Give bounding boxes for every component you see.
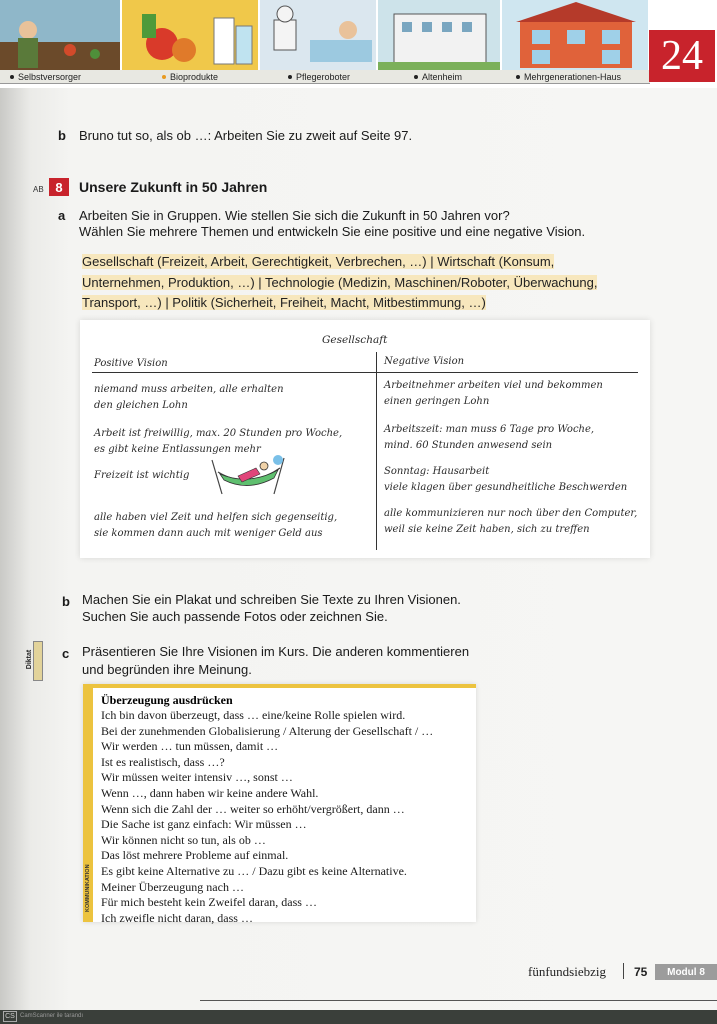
- phrase-item: Wir können nicht so tun, als ob …: [101, 832, 266, 847]
- topic-line: Gesellschaft (Freizeit, Arbeit, Gerechtigkeit, Verbrechen, …) | Wirtschaft (Konsum,: [82, 254, 555, 269]
- phrase-item: Wir werden … tun müssen, damit …: [101, 739, 279, 754]
- vision-table: [80, 320, 650, 558]
- positive-item: den gleichen Lohn: [94, 400, 188, 411]
- caption-item: Selbstversorger: [0, 70, 122, 83]
- positive-header: Positive Vision: [94, 358, 168, 369]
- negative-item: einen geringen Lohn: [384, 396, 490, 407]
- bullet-icon: [162, 75, 166, 79]
- topic-line: Unternehmen, Produktion, …) | Technologie (Medizin, Maschinen/Roboter, Überwachung,: [82, 274, 598, 290]
- phrase-item: Wenn …, dann haben wir keine andere Wahl.: [101, 785, 319, 800]
- phrase-item: Meiner Überzeugung nach …: [101, 879, 244, 894]
- positive-item: niemand muss arbeiten, alle erhalten: [94, 384, 284, 395]
- negative-header: Negative Vision: [384, 356, 465, 367]
- caption-item: Altenheim: [378, 70, 502, 83]
- topic-line: Transport, …) | Politik (Sicherheit, Freiheit, Macht, Mitbestimmung, …): [82, 295, 486, 310]
- caption-item: Mehrgenerationen-Haus: [502, 70, 650, 83]
- lesson-banner: [0, 0, 717, 88]
- phrase-list: [101, 708, 433, 926]
- task-instruction: und begründen ihre Meinung.: [82, 662, 252, 677]
- table-divider: [376, 352, 377, 550]
- modul-badge: Modul 8: [655, 964, 717, 980]
- task-label: c: [62, 646, 70, 661]
- phrase-box-stripe: KOMMUNIKATION: [83, 684, 93, 922]
- camscanner-text: CamScanner ile tarandı: [20, 1013, 84, 1019]
- phrase-item: Ist es realistisch, dass …?: [101, 754, 225, 769]
- task-instruction: Suchen Sie auch passende Fotos oder zeichnen Sie.: [82, 609, 388, 624]
- positive-item: es gibt keine Entlassungen mehr: [94, 444, 261, 455]
- phrase-item: Das löst mehrere Probleme auf einmal.: [101, 848, 289, 863]
- page-number-word: fünfundsiebzig: [528, 964, 606, 979]
- bullet-icon: [414, 75, 418, 79]
- negative-item: weil sie keine Zeit haben, sich zu treffen: [384, 524, 590, 535]
- page-number: 75: [634, 965, 648, 979]
- caption-item: Pflegeroboter: [260, 70, 378, 83]
- task-instruction: Arbeiten Sie in Gruppen. Wie stellen Sie sich die Zukunft in 50 Jahren vor?: [79, 208, 510, 223]
- negative-item: Arbeitszeit: man muss 6 Tage pro Woche,: [384, 424, 595, 435]
- positive-item: Freizeit ist wichtig: [94, 470, 190, 481]
- caption-item: Bioprodukte: [122, 70, 260, 83]
- phrase-box: [83, 684, 476, 925]
- phrase-item: Bei der zunehmenden Globalisierung / Alterung der Gesellschaft / …: [101, 723, 434, 738]
- table-title: Gesellschaft: [322, 334, 388, 346]
- camscanner-badge: CS: [3, 1011, 17, 1022]
- page-bottom-rule: [200, 1000, 717, 1001]
- negative-item: viele klagen über gesundheitliche Beschwerden: [384, 482, 628, 493]
- selbstversorger-illustration: [0, 0, 122, 72]
- task-instruction: Machen Sie ein Plakat und schreiben Sie Texte zu Ihren Visionen.: [82, 592, 461, 607]
- lesson-number-badge: 24: [649, 30, 715, 82]
- workbook-label: AB: [33, 185, 44, 194]
- table-rule: [92, 372, 638, 373]
- exercise-number: 8: [49, 178, 69, 196]
- negative-item: mind. 60 Stunden anwesend sein: [384, 440, 553, 451]
- bioprodukte-illustration: [122, 0, 260, 72]
- altenheim-illustration: [378, 0, 502, 72]
- topic-list: [82, 252, 602, 314]
- phrase-item: Die Sache ist ganz einfach: Wir müssen …: [101, 817, 307, 832]
- banner-captions: [0, 70, 650, 84]
- task-instruction: Wählen Sie mehrere Themen und entwickeln Sie eine positive und eine negative Vision.: [79, 224, 586, 239]
- pflegeroboter-illustration: [260, 0, 378, 72]
- banner-illustrations: [0, 0, 650, 72]
- phrase-item: Ich zweifle nicht daran, dass …: [101, 910, 253, 925]
- negative-item: Sonntag: Hausarbeit: [384, 466, 490, 477]
- phrase-item: Es gibt keine Alternative zu … / Dazu gibt es keine Alternative.: [101, 863, 407, 878]
- bullet-icon: [288, 75, 292, 79]
- positive-item: alle haben viel Zeit und helfen sich gegenseitig,: [94, 512, 338, 523]
- phrase-item: Wenn sich die Zahl der … weiter so erhöht/vergrößert, dann …: [101, 801, 405, 816]
- phrase-item: Für mich besteht kein Zweifel daran, dass …: [101, 895, 317, 910]
- phrase-item: Wir müssen weiter intensiv …, sonst …: [101, 770, 293, 785]
- section-title: Unsere Zukunft in 50 Jahren: [79, 179, 268, 195]
- positive-item: sie kommen dann auch mit weniger Geld aus: [94, 528, 323, 539]
- hammock-sketch-icon: [208, 454, 288, 498]
- footer-separator: [623, 963, 624, 979]
- task-instruction: Bruno tut so, als ob …: Arbeiten Sie zu zweit auf Seite 97.: [79, 128, 413, 143]
- positive-item: Arbeit ist freiwillig, max. 20 Stunden pro Woche,: [94, 428, 343, 439]
- bullet-icon: [10, 75, 14, 79]
- task-instruction: Präsentieren Sie Ihre Visionen im Kurs. Die anderen kommentieren: [82, 644, 470, 659]
- phrase-item: Ich bin davon überzeugt, dass … eine/keine Rolle spielen wird.: [101, 708, 406, 722]
- bullet-icon: [516, 75, 520, 79]
- task-label: a: [58, 208, 66, 223]
- phrase-box-title: Überzeugung ausdrücken: [101, 693, 233, 707]
- diktat-tag: Diktat: [33, 641, 43, 681]
- negative-item: alle kommunizieren nur noch über den Computer,: [384, 508, 638, 519]
- phrase-box-topbar: [93, 684, 476, 688]
- task-label: b: [62, 594, 70, 609]
- mehrgenerationen-haus-illustration: [502, 0, 650, 72]
- negative-item: Arbeitnehmer arbeiten viel und bekommen: [384, 380, 603, 391]
- task-label: b: [58, 128, 66, 143]
